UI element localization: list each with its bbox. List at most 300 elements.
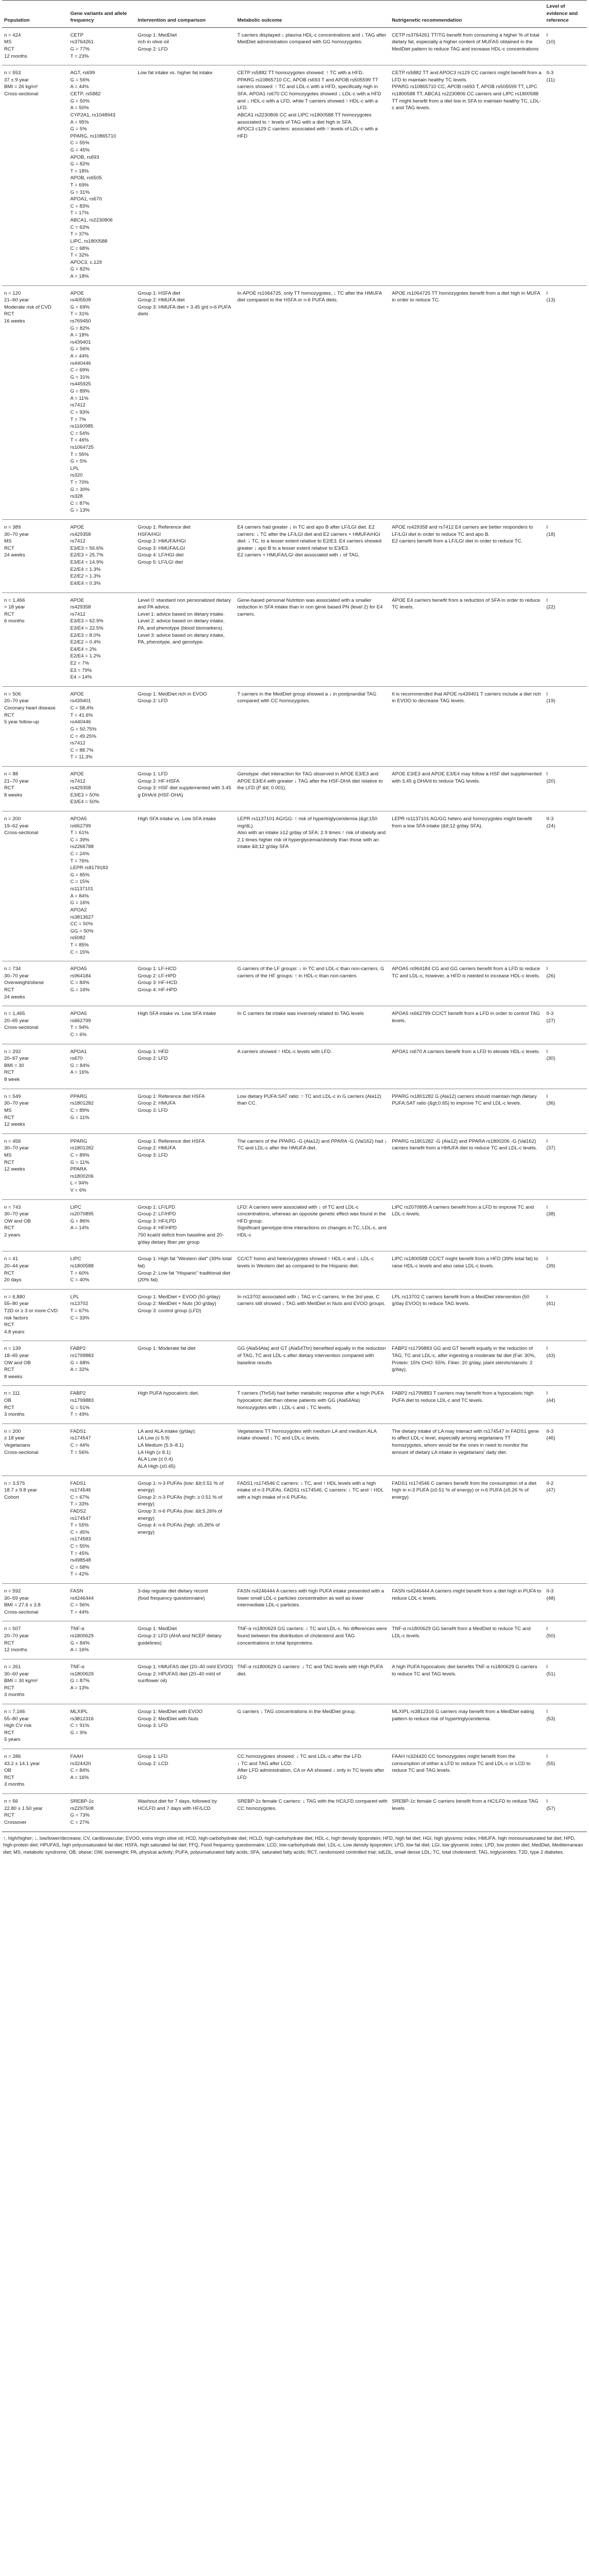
cell-line: G = 69%	[70, 304, 90, 310]
cell-line: Group 1: HFD	[138, 1048, 169, 1055]
cell-line: Group 3: HF/LPD	[138, 1218, 176, 1224]
cell-line: (27)	[546, 1018, 556, 1024]
cell-line: (46)	[546, 1435, 556, 1442]
recommendation-cell	[390, 1386, 544, 1423]
cell-line: E3/E3 = 50%	[70, 792, 99, 798]
metabolic-outcome-cell	[235, 1251, 390, 1289]
intervention-cell	[136, 1006, 235, 1044]
cell-line: TNF-α	[70, 1664, 85, 1670]
cell-line: C = 54%	[70, 430, 90, 436]
metabolic-outcome-cell	[235, 1006, 390, 1044]
cell-line: G = 82%	[70, 266, 90, 273]
cell-line: Group 3: LFD	[138, 1107, 168, 1113]
cell-line: G = 50%	[70, 98, 90, 104]
cell-line: High CV risk	[4, 1723, 32, 1729]
cell-line: Group 2: LFD	[138, 698, 168, 704]
cell-line: 24 weeks	[4, 994, 25, 1000]
gene-variants-cell	[68, 1621, 136, 1659]
cell-line: APOA5 rs662799 CC/CT benefit from a LFD in order to control TAG levels.	[392, 1011, 540, 1024]
cell-line: G = 11%	[70, 1159, 90, 1165]
intervention-cell	[136, 592, 235, 686]
cell-line: FASN rs4246444 A carriers might benefit from a diet high in PUFA to reduce LDL-c levels.	[392, 1588, 542, 1601]
population-cell	[2, 1289, 68, 1341]
cell-line: ≥ 18 year	[4, 1435, 25, 1442]
cell-line: (47)	[546, 1487, 556, 1494]
population-cell	[2, 520, 68, 592]
cell-line: RCT	[4, 987, 14, 993]
page	[2, 0, 587, 1861]
cell-line: PPARG	[70, 1093, 88, 1099]
cell-line: CETP	[70, 32, 83, 38]
cell-line: A high PUFA hypocaloric diet benefits TNF-α rs1800629 G carriers to reduce TC and TAG levels.	[392, 1664, 537, 1677]
cell-line: Group 1: LFD	[138, 1754, 168, 1760]
cell-line: 18–65 year	[4, 1352, 29, 1359]
table-row	[2, 1621, 587, 1659]
cell-line: G = 89%	[70, 388, 90, 395]
cell-line: I	[546, 1346, 548, 1352]
cell-line: Cross-sectional	[4, 91, 39, 97]
recommendation-cell	[390, 1584, 544, 1621]
cell-line: 30–59 year	[4, 1595, 29, 1601]
cell-line: TNF-α rs1800629 GG benefit from a MedDiet to reduce TC and LDL-c levels.	[392, 1626, 531, 1639]
cell-line: Group 3: LFD	[138, 1152, 168, 1158]
metabolic-outcome-cell	[235, 811, 390, 961]
cell-line: 3 months	[4, 1692, 25, 1698]
cell-line: A = 16%	[70, 1070, 89, 1076]
cell-line: rs1801282	[70, 1100, 94, 1107]
cell-line: Moderate risk of CVD	[4, 304, 52, 310]
cell-line: APOA1 rs670 A carriers benefit from a LFD to elevate HDL-c levels.	[392, 1048, 540, 1055]
cell-line: G = 5%	[70, 126, 87, 132]
cell-line: (30)	[546, 1056, 556, 1062]
cell-line: Group 3: control group (LFD)	[138, 1308, 201, 1314]
cell-line: LIPC	[70, 1256, 81, 1262]
cell-line: C = 39%	[70, 837, 90, 843]
cell-line: rs174546	[70, 1487, 91, 1494]
cell-line: Cross-sectional	[4, 1609, 39, 1615]
cell-line: 30–70 year	[4, 531, 29, 537]
cell-line: ABCA1 rs2230806 CC and LIPC rs1800588 TT homozygotes associated to ↑ levels of TAG with a diet high in SFA.	[237, 112, 372, 125]
cell-line: T = 7%	[70, 416, 86, 422]
cell-line: APOA5 rs964184 CG and GG carriers benefit from a LFD to reduce TC and LDL-c, however, a HFD is needed to increase HDL-c levels.	[392, 966, 540, 979]
cell-line: Group 1: MedDiet	[138, 32, 177, 38]
cell-line: Group 4: n-6 PUFAs (high: ≥5.26% of energy)	[138, 1522, 220, 1535]
cell-line: High SFA intake vs. Low SFA intake	[138, 1011, 216, 1017]
cell-line: 8 weeks	[4, 792, 23, 798]
level-of-evidence-cell	[544, 1621, 587, 1659]
cell-line: G = 5%	[70, 459, 87, 465]
cell-line: 3-day regular diet dietary record	[138, 1588, 208, 1595]
cell-line: E2/E3 = 25.7%	[70, 552, 104, 558]
cell-line: Washout diet for 7 days, followed by HC/LFD and 7 days with HF/LCD	[138, 1799, 217, 1811]
cell-line: rs7412	[70, 778, 86, 784]
table-row	[2, 592, 587, 686]
level-of-evidence-cell	[544, 1006, 587, 1044]
cell-line: GG (Ala54Ala) and GT (Ala54Thr) benefited equally in the reduction of TAG, TC and LDL-c after dietary intervention compared with baseline results	[237, 1346, 386, 1366]
level-of-evidence-cell	[544, 1133, 587, 1199]
cell-line: Gene-based personal Nutrition was associated with a smaller reduction in SFA intake than in non gene based PN (level 2) for E4 carriers.	[237, 597, 383, 617]
cell-line: rs498548	[70, 1557, 91, 1564]
cell-line: rs1800629	[70, 1671, 94, 1677]
cell-line: RCT	[4, 1322, 14, 1328]
cell-line: E3/E4 = 14.9%	[70, 560, 104, 566]
cell-line: n = 41	[4, 1256, 18, 1262]
level-of-evidence-cell	[544, 686, 587, 766]
cell-line: 21–70 year	[4, 778, 29, 784]
cell-line: Group 3: LFD	[138, 1723, 168, 1729]
cell-line: Low fat intake vs. higher fat intake	[138, 70, 213, 76]
cell-line: G = 50.75%	[70, 726, 97, 732]
cell-line: In APOE rs1064725, only TT homozygotes, ↓ TC after the HMUFA diet compared to the HSFA or n-6 PUFA diets.	[237, 290, 382, 303]
cell-line: I	[546, 1708, 548, 1715]
level-of-evidence-cell	[544, 961, 587, 1006]
cell-line: Group 1: MedDiet	[138, 1626, 177, 1632]
cell-line: II-2	[546, 1480, 554, 1486]
cell-line: FAAH rs324420 CC homozygotes might benefit from the consumption of either a LFD to reduce TC and LDL-c or LCD to reduce TC and TAG levels.	[392, 1754, 531, 1774]
cell-line: RCT	[4, 311, 14, 317]
cell-line: I	[546, 1626, 548, 1632]
cell-line: T = 76%	[70, 858, 89, 864]
cell-line: PPARG	[70, 1138, 88, 1144]
table-row	[2, 1749, 587, 1794]
cell-line: C = 63%	[70, 224, 90, 230]
recommendation-cell	[390, 1199, 544, 1251]
cell-line: ABCA1, rs2230806	[70, 217, 113, 224]
cell-line: 30–70 year	[4, 1211, 29, 1217]
cell-line: RCT	[4, 1640, 14, 1646]
cell-line: APOA2	[70, 907, 87, 913]
cell-line: 30–70 year	[4, 1100, 29, 1107]
cell-line: OW and OB	[4, 1360, 31, 1366]
cell-line: LPL	[70, 1294, 79, 1300]
cell-line: rs2297508	[70, 1805, 94, 1811]
cell-line: rs1800588	[70, 1263, 94, 1269]
level-of-evidence-cell	[544, 1476, 587, 1584]
cell-line: rs445925	[70, 381, 91, 387]
cell-line: E4 = 14%	[70, 674, 92, 681]
cell-line: rs3812316	[70, 1716, 94, 1722]
cell-line: APOA1, rs670	[70, 196, 102, 202]
cell-line: C = 45%	[70, 1529, 90, 1535]
cell-line: n = 389	[4, 524, 21, 531]
cell-line: (44)	[546, 1398, 556, 1404]
gene-variants-cell	[68, 65, 136, 285]
cell-line: APOE	[70, 597, 85, 603]
cell-line: T = 70%	[70, 480, 89, 485]
table-row	[2, 1659, 587, 1704]
gene-variants-cell	[68, 1251, 136, 1289]
cell-line: C = 91%	[70, 1723, 90, 1729]
cell-line: BMI = 30 kg/m²	[4, 1678, 38, 1684]
cell-line: RCT	[4, 1404, 14, 1411]
cell-line: SREBP-1c	[70, 1799, 94, 1805]
metabolic-outcome-cell	[235, 1704, 390, 1749]
cell-line: PPARG, rs10865710	[70, 133, 116, 139]
cell-line: Group 1: HSFA diet	[138, 290, 180, 296]
recommendation-cell	[390, 961, 544, 1006]
cell-line: A = 18%	[70, 332, 89, 338]
table-row	[2, 285, 587, 520]
cell-line: (18)	[546, 531, 556, 537]
cell-line: Group 2: Low fat "Hispanic" traditional diet (20% fat)	[138, 1270, 230, 1283]
level-of-evidence-cell	[544, 1749, 587, 1794]
level-of-evidence-cell	[544, 1659, 587, 1704]
cell-line: FADS1 rs174546 C carriers: ↓ TC, and ↑ HDL levels with a high intake of n-3 PUFAs. FADS1 rs174546, C carriers: ↓ TC and ↑ HDL with a high intake of n-6 PUFAs.	[237, 1480, 384, 1500]
cell-line: RCT	[4, 545, 14, 551]
cell-line: In rs13702 associated with ↓ TAG in C carriers. In the 3rd year, C carriers still showed ↓ TAG with MedDiet in Nuts and EVOO groups.	[237, 1294, 386, 1307]
cell-line: (53)	[546, 1716, 556, 1722]
gene-variants-cell	[68, 811, 136, 961]
population-cell	[2, 1584, 68, 1621]
recommendation-cell	[390, 27, 544, 65]
cell-line: n = 507	[4, 1626, 21, 1632]
cell-line: T2D or ≥ 3 or more CVD risk factors	[4, 1308, 58, 1321]
recommendation-cell	[390, 1704, 544, 1749]
cell-line: I	[546, 1048, 548, 1055]
header-metabolic-outcome: Metabolic outcome	[235, 1, 390, 28]
cell-line: T = 17%	[70, 210, 89, 216]
cell-line: C = 55%	[70, 1544, 90, 1549]
table-row	[2, 520, 587, 592]
cell-line: FAAH	[70, 1754, 83, 1760]
cell-line: 5 year follow-up	[4, 719, 39, 725]
cell-line: It is recommended that APOE rs439401 T carriers include a diet rich in EVOO to decrease TAG levels.	[392, 691, 541, 704]
recommendation-cell	[390, 1006, 544, 1044]
cell-line: ALA High (≥0.45)	[138, 1463, 176, 1469]
metabolic-outcome-cell	[235, 1089, 390, 1133]
cell-line: 20–44 year	[4, 1263, 29, 1269]
intervention-cell	[136, 1199, 235, 1251]
cell-line: rs174547	[70, 1435, 91, 1442]
cell-line: I	[546, 1204, 548, 1210]
cell-line: After LFD administration, CA or AA showed ↓ only in TC levels after LFD	[237, 1768, 384, 1781]
level-of-evidence-cell	[544, 766, 587, 811]
cell-line: C = 55%	[70, 140, 90, 146]
cell-line: E2 carriers + HMUFA/LGI diet associated with ↓ of TAG.	[237, 552, 360, 558]
cell-line: > 18 year	[4, 604, 25, 611]
metabolic-outcome-cell	[235, 520, 390, 592]
cell-line: APOE	[70, 290, 85, 296]
table-row	[2, 1476, 587, 1584]
gene-variants-cell	[68, 961, 136, 1006]
cell-line: I	[546, 1799, 548, 1805]
cell-line: rs2070895	[70, 1211, 94, 1217]
cell-line: E3/E3 = 56.6%	[70, 545, 104, 551]
cell-line: (10)	[546, 39, 556, 45]
cell-line: A = 14%	[70, 1225, 89, 1231]
cell-line: A = 11%	[70, 395, 89, 401]
cell-line: OB	[4, 1768, 11, 1774]
metabolic-outcome-cell	[235, 1289, 390, 1341]
population-cell	[2, 1341, 68, 1386]
gene-variants-cell	[68, 1006, 136, 1044]
cell-line: 19–62 year	[4, 823, 29, 829]
cell-line: BMI = 27.6 ± 3.8	[4, 1602, 41, 1608]
cell-line: rs7412	[70, 740, 86, 747]
cell-line: n = 456	[4, 1138, 21, 1144]
level-of-evidence-cell	[544, 1289, 587, 1341]
cell-line: n = 139	[4, 1346, 21, 1352]
cell-line: RCT	[4, 1730, 14, 1736]
level-of-evidence-cell	[544, 65, 587, 285]
header-intervention: Intervention and comparison	[136, 1, 235, 28]
cell-line: 22.80 ± 1.50 year	[4, 1805, 43, 1811]
cell-line: APOE	[70, 691, 85, 697]
recommendation-cell	[390, 686, 544, 766]
cell-line: TNF-α rs1800629 G carriers: ↓ TC and TAG levels with High PUFA diet.	[237, 1664, 383, 1677]
cell-line: E3/E4 = 22.5%	[70, 625, 104, 631]
population-cell	[2, 1704, 68, 1749]
intervention-cell	[136, 766, 235, 811]
cell-line: SREBP-1c female C carriers benefit from a HC/LFD to reduce TAG levels	[392, 1799, 538, 1811]
table-row	[2, 1006, 587, 1044]
cell-line: T = 42%	[70, 1571, 89, 1578]
intervention-cell	[136, 1044, 235, 1089]
cell-line: CC/CT homo and heterozygotes showed ↑ HDL-c and ↓ LDL-c levels in Western diet as compared to the Hispanic diet.	[237, 1256, 374, 1269]
cell-line: rs429358	[70, 785, 91, 791]
cell-line: rs174547	[70, 1515, 91, 1521]
metabolic-outcome-cell	[235, 961, 390, 1006]
cell-line: A = 84%	[70, 893, 89, 899]
cell-line: I	[546, 32, 548, 38]
cell-line: T = 49%	[70, 1412, 89, 1418]
cell-line: LEPR rs1137101 AG/GG: ↑ risk of hypertriglyceridemia (&gt;150 mg/dL).	[237, 816, 378, 829]
table-row	[2, 27, 587, 65]
population-cell	[2, 285, 68, 520]
table-row	[2, 1044, 587, 1089]
cell-line: Crossover	[4, 1819, 27, 1825]
cell-line: rs429358	[70, 531, 91, 537]
cell-line: Group 1: HMUFAS diet (20–40 ml/d EVOO)	[138, 1664, 233, 1670]
cell-line: (36)	[546, 1100, 556, 1107]
gene-variants-cell	[68, 1476, 136, 1584]
gene-variants-cell	[68, 1089, 136, 1133]
cell-line: 3 months	[4, 1412, 25, 1418]
population-cell	[2, 1044, 68, 1089]
cell-line: I	[546, 771, 548, 777]
cell-line: Group 4: HF/HPD	[138, 1225, 177, 1231]
cell-line: RCT	[4, 611, 14, 617]
level-of-evidence-cell	[544, 520, 587, 592]
cell-line: GG = 50%	[70, 928, 94, 934]
cell-line: rs439401	[70, 339, 91, 345]
metabolic-outcome-cell	[235, 1044, 390, 1089]
recommendation-cell	[390, 766, 544, 811]
cell-line: E2 = 7%	[70, 660, 89, 667]
cell-line: 5 years	[4, 1737, 21, 1743]
cell-line: 20–67 year	[4, 1056, 29, 1062]
cell-line: I	[546, 597, 548, 603]
header-recommendation: Nutrigenetic recommendation	[390, 1, 544, 28]
cell-line: I	[546, 1138, 548, 1144]
cell-line: G = 30%	[70, 486, 90, 493]
table-row	[2, 1289, 587, 1341]
cell-line: Group 3: HMUFA diet + 3.45 g/d n-6 PUFA diets	[138, 304, 231, 317]
cell-line: CC homozygotes showed: ↓ TC and LDL-c after the LFD.	[237, 1754, 363, 1760]
cell-line: Group 2: MedDiet + Nuts (30 g/day)	[138, 1301, 216, 1307]
cell-line: Group 5: LF/LGI diet	[138, 560, 183, 566]
gene-variants-cell	[68, 1794, 136, 1832]
cell-line: CETP rs5882 TT and APOC3 rs129 CC carriers might benefit from a LFD to maintain healthy TC levels.	[392, 70, 542, 83]
cell-line: G = 82%	[70, 325, 90, 331]
intervention-cell	[136, 1794, 235, 1832]
cell-line: RCT	[4, 1685, 14, 1691]
gene-variants-cell	[68, 1749, 136, 1794]
cell-line: FADS2	[70, 1508, 86, 1514]
cell-line: Group 1: Reference diet	[138, 524, 191, 531]
population-cell	[2, 1476, 68, 1584]
cell-line: HSFA/HGI	[138, 531, 161, 537]
cell-line: MS	[4, 538, 12, 545]
cell-line: MLXIPL	[70, 1708, 88, 1715]
population-cell	[2, 1089, 68, 1133]
cell-line: rs2266788	[70, 844, 94, 850]
cell-line: n = 120	[4, 290, 21, 296]
table-row	[2, 1794, 587, 1832]
cell-line: 8 weeks	[4, 1374, 23, 1380]
cell-line: G = 31%	[70, 374, 90, 380]
table-body	[2, 27, 587, 1832]
cell-line: n = 1,466	[4, 597, 25, 603]
cell-line: E2/E2 = 0.4%	[70, 639, 101, 646]
cell-line: rs440446	[70, 360, 91, 366]
cell-line: G = 56%	[70, 77, 90, 83]
cell-line: (37)	[546, 1145, 556, 1151]
cell-line: FADS1 rs174546 C carriers benefit from the consumption of a diet high in n-3 PUFA (≥0.51 % of energy) or n-6 PUFA (≥5.26 % of energy)	[392, 1480, 536, 1500]
cell-line: G = 77%	[70, 46, 90, 53]
cell-line: (20)	[546, 778, 556, 784]
cell-line: n = 286	[4, 1754, 21, 1760]
recommendation-cell	[390, 1089, 544, 1133]
cell-line: rs662799	[70, 1018, 91, 1024]
cell-line: APOB, rs6505	[70, 175, 102, 181]
cell-line: AGT, rs699	[70, 70, 95, 76]
gene-variants-cell	[68, 1289, 136, 1341]
table-row	[2, 1341, 587, 1386]
recommendation-cell	[390, 1341, 544, 1386]
cell-line: Group 1: Reference diet HSFA	[138, 1093, 205, 1099]
recommendation-cell	[390, 1251, 544, 1289]
cell-line: C = 93%	[70, 409, 90, 415]
cell-line: A = 13%	[70, 1685, 89, 1691]
cell-line: rs769450	[70, 318, 91, 324]
cell-line: II-3	[546, 816, 554, 822]
cell-line: G carriers of the LF groups: ↓ in TC and LDL-c than non-carriers. G carriers of the HF groups: ↑ in HDL-c than non-carriers	[237, 966, 384, 979]
cell-line: BMI = 26 kg/m²	[4, 84, 38, 90]
cell-line: Group 2: MedDiet with Nuts	[138, 1716, 199, 1722]
level-of-evidence-cell	[544, 1584, 587, 1621]
cell-line: (43)	[546, 1352, 556, 1359]
cell-line: C = 68%	[70, 245, 90, 251]
cell-line: (41)	[546, 1301, 556, 1307]
metabolic-outcome-cell	[235, 766, 390, 811]
header-gene-variants: Gene variants and allele frequency	[68, 1, 136, 28]
cell-line: LIPC	[70, 1204, 81, 1210]
population-cell	[2, 592, 68, 686]
cell-line: 20–65 year	[4, 1018, 29, 1024]
cell-line: 12 months	[4, 1647, 27, 1653]
cell-line: Group 2: LCD	[138, 1760, 169, 1767]
gene-variants-cell	[68, 285, 136, 520]
cell-line: E4/E4 = 0.3%	[70, 580, 101, 586]
cell-line: Cross-sectional	[4, 1025, 39, 1031]
gene-variants-cell	[68, 1386, 136, 1423]
cell-line: SREBP-1c female C carriers: ↓ TAG with the HC/LFD compared with CC homozygotes.	[237, 1799, 388, 1811]
header-level-of-evidence: Level of evidence and reference	[544, 1, 587, 28]
cell-line: T = 44%	[70, 1609, 89, 1615]
recommendation-cell	[390, 1621, 544, 1659]
table-row	[2, 1089, 587, 1133]
